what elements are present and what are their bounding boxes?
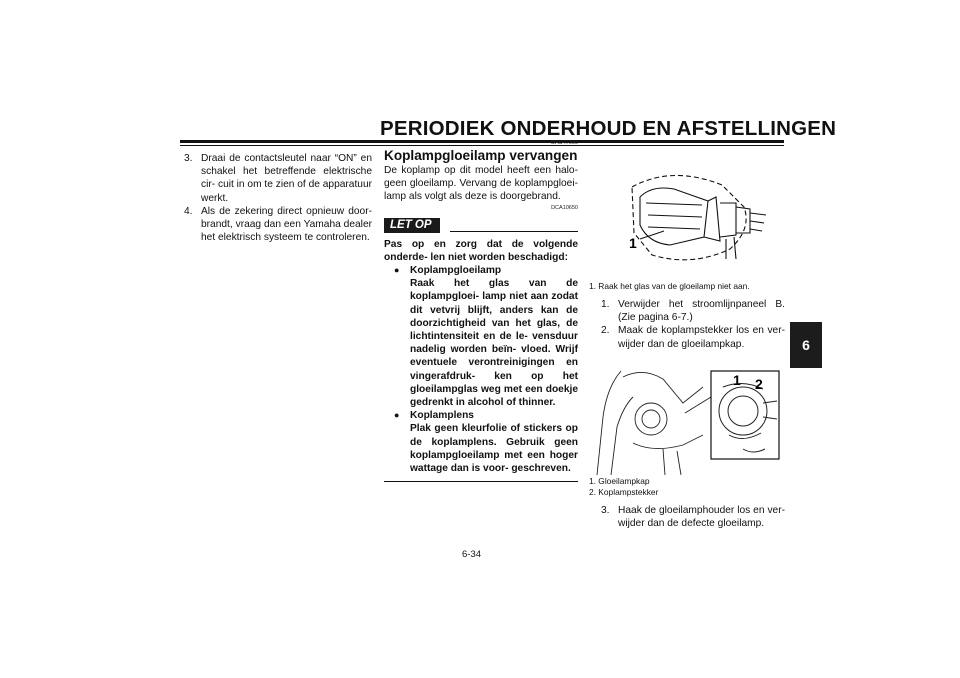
headlamp-illustration: [593, 357, 783, 475]
caution-end-rule: [384, 481, 578, 482]
caution-bullet: [384, 409, 578, 475]
bullet-dot-icon: ●: [394, 265, 400, 276]
caution-header: [384, 216, 578, 234]
bullet-dot-icon: ●: [394, 410, 400, 421]
bullet-title: Koplamplens: [410, 410, 474, 422]
section-title: Koplampgloeilamp vervangen: [384, 148, 578, 163]
step-number: 4.: [184, 205, 193, 217]
figure-caption: 2. Koplampstekker: [589, 487, 659, 497]
page-number: 6-34: [462, 549, 482, 560]
figure-caption: 1. Gloeilampkap: [589, 476, 650, 486]
caution-bullet: [384, 264, 578, 409]
page-header-title: PERIODIEK ONDERHOUD EN AFSTELLINGEN: [380, 117, 837, 140]
chapter-tab[interactable]: 6: [790, 322, 822, 368]
section-code: DAU47600: [551, 140, 578, 146]
figure-callout: 1: [629, 235, 637, 251]
right-column: [589, 281, 785, 351]
step-item: [589, 324, 785, 350]
figure-callout: 2: [755, 376, 763, 392]
left-column: [184, 152, 372, 244]
step-item: [184, 205, 372, 245]
bullet-text: Raak het glas van de koplampgloei- lamp niet aan zodat dit vetvrij blijft, anders kan de doorzichtigheid van het glas, de lichtintensiteit en de le- vensduur nadelig worden beïn- vloed. Wrijf eventuele verontreinigingen en vingerafdruk- ken op het gloeilampglas weg met een doekje gedrenkt in alcohol of thinner.: [410, 278, 578, 409]
middle-column: [384, 140, 578, 482]
step-item: [184, 152, 372, 205]
step-item: [589, 298, 785, 324]
step-number: 2.: [601, 325, 610, 337]
step-number: 3.: [601, 505, 610, 516]
bullet-text: Plak geen kleurfolie of stickers op de koplamplens. Gebruik geen koplampgloeilamp met een hoger wattage dan is voor- geschreven.: [410, 423, 578, 475]
step-text: Als de zekering direct opnieuw door- brandt, vraag dan een Yamaha dealer het elektrisch systeem te controleren.: [201, 205, 372, 244]
step-number: 3.: [184, 153, 193, 164]
step-number: 1.: [601, 299, 610, 310]
step-text: Draai de contactsleutel naar “ON” en schakel het betreffende elektrische cir- cuit in om te zien of de apparatuur werkt.: [201, 153, 373, 204]
caution-intro: Pas op en zorg dat de volgende onderde- len niet worden beschadigd:: [384, 238, 578, 263]
step-text: Haak de gloeilamphouder los en ver- wijder dan de defecte gloeilamp.: [618, 505, 785, 530]
bullet-title: Koplampgloeilamp: [410, 265, 502, 277]
halogen-bulb-icon: [612, 163, 782, 275]
caution-body: [384, 238, 578, 476]
caution-code: DCA10650: [551, 204, 578, 211]
caution-rule: [450, 231, 578, 232]
caution-badge: LET OP: [384, 218, 440, 233]
figure2-captions: [589, 476, 785, 530]
figure-caption: 1. Raak het glas van de gloeilamp niet aan.: [589, 281, 750, 291]
figure-callout: 1: [733, 372, 741, 388]
bulb-illustration: [612, 163, 782, 275]
step-item: [589, 504, 785, 530]
section-intro: De koplamp op dit model heeft een halo- geen gloeilamp. Vervang de koplampgloei- lamp als volgt als deze is doorgebrand.: [384, 165, 578, 203]
headlamp-assembly-icon: [593, 357, 783, 475]
step-text: Maak de koplampstekker los en ver- wijder dan de gloeilampkap.: [618, 325, 785, 350]
step-text: Verwijder het stroomlijnpaneel B. (Zie pagina 6-7.): [618, 299, 785, 324]
